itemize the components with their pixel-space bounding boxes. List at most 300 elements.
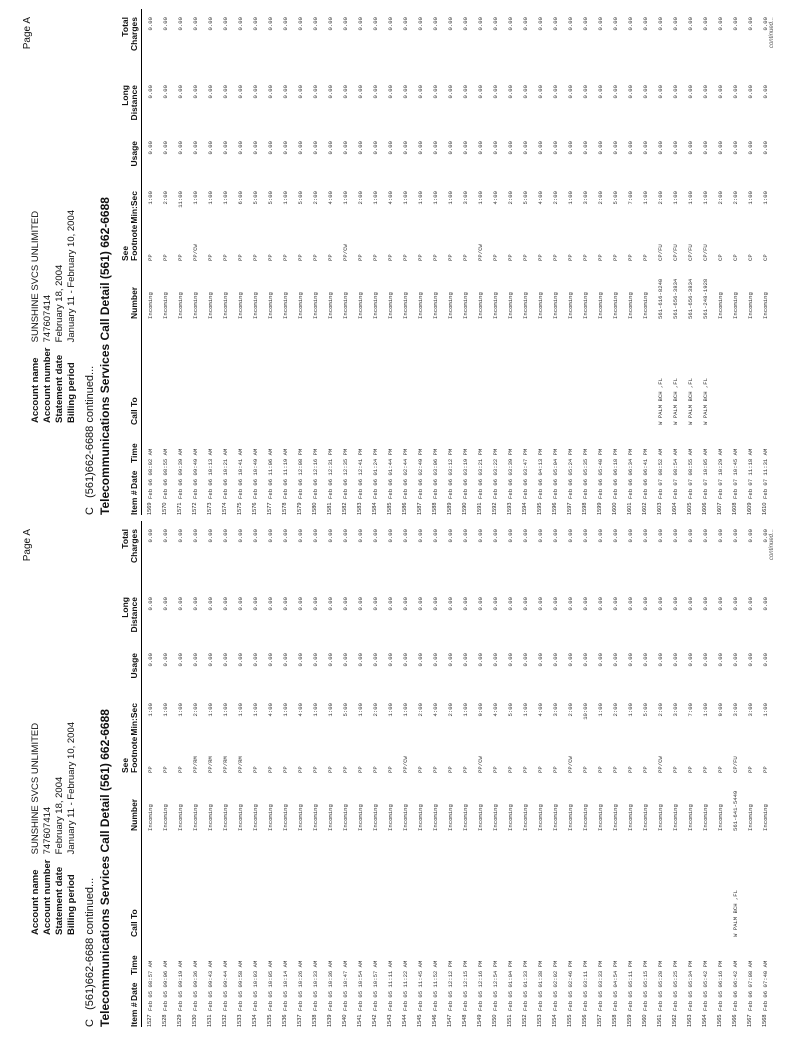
number-cell: Incoming bbox=[297, 804, 304, 831]
date-time-cell: Feb 06 06:34 PM bbox=[627, 448, 634, 499]
item-number-cell: 1556 bbox=[582, 1014, 588, 1027]
total-charges-cell: 0.00 bbox=[312, 529, 319, 543]
item-number-cell: 1574 bbox=[222, 502, 228, 515]
usage-cell: 0.00 bbox=[642, 141, 649, 155]
item-number-cell: 1554 bbox=[552, 1014, 558, 1027]
table-row bbox=[488, 521, 503, 1027]
min-sec-cell: 7:00 bbox=[627, 191, 634, 205]
table-row bbox=[713, 9, 728, 515]
number-cell: Incoming bbox=[372, 804, 379, 831]
long-distance-cell: 0.00 bbox=[372, 85, 379, 99]
item-number-cell: 1605 bbox=[687, 502, 693, 515]
number-cell: Incoming bbox=[252, 292, 259, 319]
long-distance-cell: 0.00 bbox=[312, 597, 319, 611]
header-item-number: Item # bbox=[129, 490, 139, 515]
item-number-cell: 1540 bbox=[342, 1014, 348, 1027]
usage-cell: 0.00 bbox=[597, 653, 604, 667]
footnote-cell: PP/CW bbox=[477, 244, 484, 261]
number-cell: Incoming bbox=[387, 804, 394, 831]
usage-cell: 0.00 bbox=[717, 141, 724, 155]
footnote-cell: PP bbox=[162, 766, 169, 773]
total-charges-cell: 0.00 bbox=[687, 529, 694, 543]
table-row bbox=[518, 9, 533, 515]
item-number-cell: 1543 bbox=[387, 1014, 393, 1027]
usage-cell: 0.00 bbox=[222, 141, 229, 155]
date-time-cell: Feb 06 07:40 AM bbox=[762, 960, 769, 1011]
table-row bbox=[683, 521, 698, 1027]
usage-cell: 0.00 bbox=[147, 141, 154, 155]
table-row bbox=[218, 9, 233, 515]
long-distance-cell: 0.00 bbox=[627, 597, 634, 611]
total-charges-cell: 0.00 bbox=[177, 17, 184, 31]
number-cell: Incoming bbox=[297, 292, 304, 319]
usage-cell: 0.00 bbox=[372, 141, 379, 155]
usage-cell: 0.00 bbox=[177, 653, 184, 667]
total-charges-cell: 0.00 bbox=[192, 529, 199, 543]
long-distance-cell: 0.00 bbox=[717, 85, 724, 99]
item-number-cell: 1594 bbox=[522, 502, 528, 515]
table-row bbox=[533, 521, 548, 1027]
date-time-cell: Feb 06 10:13 AM bbox=[207, 448, 214, 499]
table-row bbox=[278, 9, 293, 515]
min-sec-cell: 5:00 bbox=[252, 191, 259, 205]
footnote-cell: PP bbox=[492, 766, 499, 773]
table-row bbox=[188, 9, 203, 515]
usage-cell: 0.00 bbox=[357, 141, 364, 155]
long-distance-cell: 0.00 bbox=[357, 597, 364, 611]
date-time-cell: Feb 05 11:52 AM bbox=[432, 960, 439, 1011]
date-time-cell: Feb 05 06:16 PM bbox=[717, 960, 724, 1011]
section-letter: C bbox=[84, 507, 96, 515]
min-sec-cell: 5:00 bbox=[267, 191, 274, 205]
usage-cell: 0.00 bbox=[342, 653, 349, 667]
date-time-cell: Feb 06 02:44 PM bbox=[402, 448, 409, 499]
total-charges-cell: 0.00 bbox=[627, 17, 634, 31]
date-time-cell: Feb 06 05:35 PM bbox=[582, 448, 589, 499]
long-distance-cell: 0.00 bbox=[552, 597, 559, 611]
table-row bbox=[698, 9, 713, 515]
number-cell: Incoming bbox=[672, 804, 679, 831]
date-time-cell: Feb 06 03:12 PM bbox=[447, 448, 454, 499]
min-sec-cell: 1:00 bbox=[567, 191, 574, 205]
call-detail-title: Telecommunications Services Call Detail (561) 662-6688 bbox=[98, 197, 112, 515]
min-sec-cell: 5:00 bbox=[297, 191, 304, 205]
date-time-cell: Feb 05 09:43 AM bbox=[207, 960, 214, 1011]
total-charges-cell: 0.00 bbox=[402, 17, 409, 31]
min-sec-cell: 3:00 bbox=[747, 703, 754, 717]
min-sec-cell: 1:00 bbox=[762, 191, 769, 205]
long-distance-cell: 0.00 bbox=[462, 85, 469, 99]
usage-cell: 0.00 bbox=[717, 653, 724, 667]
number-cell: Incoming bbox=[717, 804, 724, 831]
total-charges-cell: 0.00 bbox=[717, 529, 724, 543]
usage-cell: 0.00 bbox=[522, 141, 529, 155]
number-cell: Incoming bbox=[237, 292, 244, 319]
min-sec-cell: 10:00 bbox=[582, 703, 589, 720]
table-row bbox=[398, 9, 413, 515]
long-distance-cell: 0.00 bbox=[432, 85, 439, 99]
number-cell: Incoming bbox=[417, 292, 424, 319]
item-number-cell: 1529 bbox=[177, 1014, 183, 1027]
footnote-cell: PP/CW bbox=[477, 756, 484, 773]
min-sec-cell: 1:00 bbox=[402, 191, 409, 205]
header-date: Date bbox=[129, 982, 139, 1001]
date-time-cell: Feb 05 09:58 AM bbox=[237, 960, 244, 1011]
long-distance-cell: 0.00 bbox=[357, 85, 364, 99]
number-cell: Incoming bbox=[657, 804, 664, 831]
footnote-cell: PP bbox=[447, 766, 454, 773]
date-time-cell: Feb 06 06:18 PM bbox=[612, 448, 619, 499]
account-number-value: 747607414 bbox=[42, 806, 53, 855]
date-time-cell: Feb 06 03:22 PM bbox=[492, 448, 499, 499]
total-charges-cell: 0.00 bbox=[672, 529, 679, 543]
footnote-cell: PP bbox=[522, 766, 529, 773]
statement-date-label: Statement date bbox=[54, 354, 65, 423]
number-cell: Incoming bbox=[507, 804, 514, 831]
date-time-cell: Feb 06 01:24 PM bbox=[372, 448, 379, 499]
date-time-cell: Feb 06 03:06 PM bbox=[432, 448, 439, 499]
long-distance-cell: 0.00 bbox=[597, 85, 604, 99]
footnote-cell: PP bbox=[147, 766, 154, 773]
date-time-cell: Feb 06 10:49 AM bbox=[252, 448, 259, 499]
date-time-cell: Feb 05 09:36 AM bbox=[192, 960, 199, 1011]
long-distance-cell: 0.00 bbox=[402, 597, 409, 611]
header-see-footnote: See Footnote bbox=[120, 736, 139, 773]
number-cell: Incoming bbox=[597, 292, 604, 319]
item-number-cell: 1544 bbox=[402, 1014, 408, 1027]
min-sec-cell: 4:00 bbox=[492, 191, 499, 205]
footnote-cell: CP bbox=[717, 254, 724, 261]
number-cell: Incoming bbox=[372, 292, 379, 319]
number-cell: Incoming bbox=[282, 804, 289, 831]
number-cell: 561-656-3834 bbox=[672, 278, 679, 319]
footnote-cell: PP bbox=[687, 766, 694, 773]
footnote-cell: PP bbox=[222, 254, 229, 261]
date-time-cell: Feb 05 01:38 PM bbox=[537, 960, 544, 1011]
min-sec-cell: 2:00 bbox=[312, 191, 319, 205]
table-row bbox=[248, 9, 263, 515]
min-sec-cell: 1:00 bbox=[522, 703, 529, 717]
item-number-cell: 1593 bbox=[507, 502, 513, 515]
usage-cell: 0.00 bbox=[372, 653, 379, 667]
min-sec-cell: 2:00 bbox=[552, 191, 559, 205]
date-time-cell: Feb 06 10:21 AM bbox=[222, 448, 229, 499]
usage-cell: 0.00 bbox=[627, 653, 634, 667]
total-charges-cell: 0.00 bbox=[282, 17, 289, 31]
item-number-cell: 1546 bbox=[432, 1014, 438, 1027]
min-sec-cell: 1:00 bbox=[177, 703, 184, 717]
header-long-distance: Long Distance bbox=[120, 85, 139, 121]
item-number-cell: 1578 bbox=[282, 502, 288, 515]
number-cell: Incoming bbox=[552, 804, 559, 831]
min-sec-cell: 7:00 bbox=[687, 703, 694, 717]
long-distance-cell: 0.00 bbox=[732, 597, 739, 611]
min-sec-cell: 5:00 bbox=[612, 191, 619, 205]
table-row bbox=[548, 521, 563, 1027]
item-number-cell: 1557 bbox=[597, 1014, 603, 1027]
footnote-cell: PP bbox=[432, 254, 439, 261]
footnote-cell: PP bbox=[252, 766, 259, 773]
table-row bbox=[713, 521, 728, 1027]
usage-cell: 0.00 bbox=[762, 141, 769, 155]
date-time-cell: Feb 05 04:54 PM bbox=[612, 960, 619, 1011]
table-row bbox=[668, 521, 683, 1027]
number-cell: Incoming bbox=[417, 804, 424, 831]
footnote-cell: PP bbox=[357, 254, 364, 261]
page-label: Page A bbox=[22, 529, 33, 562]
billing-period-label: Billing period bbox=[66, 362, 77, 423]
number-cell: Incoming bbox=[312, 804, 319, 831]
date-time-cell: Feb 06 12:35 PM bbox=[342, 448, 349, 499]
item-number-cell: 1573 bbox=[207, 502, 213, 515]
long-distance-cell: 0.00 bbox=[522, 597, 529, 611]
footnote-cell: PP bbox=[312, 766, 319, 773]
number-cell: Incoming bbox=[627, 804, 634, 831]
table-row bbox=[173, 9, 188, 515]
item-number-cell: 1536 bbox=[282, 1014, 288, 1027]
total-charges-cell: 0.00 bbox=[342, 17, 349, 31]
footnote-cell: PP bbox=[342, 766, 349, 773]
footnote-cell: PP bbox=[717, 766, 724, 773]
account-name-label: Account name bbox=[30, 357, 41, 423]
long-distance-cell: 0.00 bbox=[612, 597, 619, 611]
number-cell: Incoming bbox=[162, 292, 169, 319]
table-row bbox=[743, 521, 758, 1027]
total-charges-cell: 0.00 bbox=[537, 529, 544, 543]
number-cell: Incoming bbox=[642, 804, 649, 831]
date-time-cell: Feb 07 11:31 AM bbox=[762, 448, 769, 499]
usage-cell: 0.00 bbox=[552, 653, 559, 667]
total-charges-cell: 0.00 bbox=[747, 17, 754, 31]
date-time-cell: Feb 05 12:54 PM bbox=[492, 960, 499, 1011]
table-row bbox=[728, 521, 743, 1027]
footnote-cell: PP bbox=[162, 254, 169, 261]
footnote-cell: PP bbox=[432, 766, 439, 773]
footnote-cell: PP bbox=[177, 766, 184, 773]
table-row bbox=[353, 9, 368, 515]
item-number-cell: 1532 bbox=[222, 1014, 228, 1027]
min-sec-cell: 1:00 bbox=[162, 703, 169, 717]
item-number-cell: 1610 bbox=[762, 502, 768, 515]
footnote-cell: PP bbox=[582, 254, 589, 261]
item-number-cell: 1597 bbox=[567, 502, 573, 515]
number-cell: Incoming bbox=[342, 804, 349, 831]
table-row bbox=[383, 9, 398, 515]
table-row bbox=[473, 521, 488, 1027]
total-charges-cell: 0.00 bbox=[522, 529, 529, 543]
table-row bbox=[233, 9, 248, 515]
date-time-cell: Feb 05 10:14 AM bbox=[282, 960, 289, 1011]
usage-cell: 0.00 bbox=[747, 653, 754, 667]
number-cell: Incoming bbox=[357, 292, 364, 319]
table-row bbox=[368, 521, 383, 1027]
number-cell: 561-656-3834 bbox=[687, 278, 694, 319]
long-distance-cell: 0.00 bbox=[732, 85, 739, 99]
total-charges-cell: 0.00 bbox=[372, 17, 379, 31]
footnote-cell: PP bbox=[447, 254, 454, 261]
footnote-cell: PP bbox=[522, 254, 529, 261]
total-charges-cell: 0.00 bbox=[702, 17, 709, 31]
table-row bbox=[413, 9, 428, 515]
total-charges-cell: 0.00 bbox=[222, 529, 229, 543]
statement-panel-right bbox=[0, 9, 809, 515]
usage-cell: 0.00 bbox=[552, 141, 559, 155]
total-charges-cell: 0.00 bbox=[327, 17, 334, 31]
number-cell: Incoming bbox=[582, 804, 589, 831]
continued-note: continued... bbox=[769, 17, 775, 49]
number-cell: Incoming bbox=[177, 292, 184, 319]
table-row bbox=[383, 521, 398, 1027]
total-charges-cell: 0.00 bbox=[312, 17, 319, 31]
long-distance-cell: 0.00 bbox=[567, 85, 574, 99]
usage-cell: 0.00 bbox=[387, 141, 394, 155]
min-sec-cell: 4:00 bbox=[297, 703, 304, 717]
account-name-row bbox=[30, 722, 42, 935]
long-distance-cell: 0.00 bbox=[312, 85, 319, 99]
item-number-cell: 1602 bbox=[642, 502, 648, 515]
date-time-cell: Feb 06 04:13 PM bbox=[537, 448, 544, 499]
total-charges-cell: 0.00 bbox=[762, 529, 769, 543]
total-charges-cell: 0.00 bbox=[252, 17, 259, 31]
number-cell: Incoming bbox=[447, 804, 454, 831]
long-distance-cell: 0.00 bbox=[387, 85, 394, 99]
footnote-cell: PP bbox=[492, 254, 499, 261]
min-sec-cell: 1:00 bbox=[312, 703, 319, 717]
item-number-cell: 1560 bbox=[642, 1014, 648, 1027]
section-continued: (561)662-6688 continued... bbox=[84, 365, 96, 498]
date-time-cell: Feb 05 05:25 PM bbox=[672, 960, 679, 1011]
date-time-cell: Feb 06 05:40 PM bbox=[597, 448, 604, 499]
item-number-cell: 1542 bbox=[372, 1014, 378, 1027]
item-number-cell: 1550 bbox=[492, 1014, 498, 1027]
section-heading bbox=[84, 878, 96, 1027]
min-sec-cell: 1:00 bbox=[672, 191, 679, 205]
date-time-cell: Feb 06 12:08 PM bbox=[297, 448, 304, 499]
total-charges-cell: 0.00 bbox=[252, 529, 259, 543]
long-distance-cell: 0.00 bbox=[672, 85, 679, 99]
long-distance-cell: 0.00 bbox=[267, 597, 274, 611]
total-charges-cell: 0.00 bbox=[552, 17, 559, 31]
table-row bbox=[668, 9, 683, 515]
usage-cell: 0.00 bbox=[252, 653, 259, 667]
item-number-cell: 1563 bbox=[687, 1014, 693, 1027]
long-distance-cell: 0.00 bbox=[612, 85, 619, 99]
usage-cell: 0.00 bbox=[747, 141, 754, 155]
usage-cell: 0.00 bbox=[507, 653, 514, 667]
date-time-cell: Feb 05 09:19 AM bbox=[177, 960, 184, 1011]
number-cell: Incoming bbox=[357, 804, 364, 831]
long-distance-cell: 0.00 bbox=[192, 85, 199, 99]
long-distance-cell: 0.00 bbox=[237, 85, 244, 99]
usage-cell: 0.00 bbox=[252, 141, 259, 155]
long-distance-cell: 0.00 bbox=[447, 597, 454, 611]
number-cell: Incoming bbox=[282, 292, 289, 319]
footnote-cell: CP bbox=[732, 254, 739, 261]
number-cell: Incoming bbox=[702, 804, 709, 831]
footnote-cell: PP/RM bbox=[222, 756, 229, 773]
min-sec-cell: 1:00 bbox=[147, 191, 154, 205]
min-sec-cell: 2:00 bbox=[417, 703, 424, 717]
table-row bbox=[548, 9, 563, 515]
usage-cell: 0.00 bbox=[417, 653, 424, 667]
footnote-cell: PP bbox=[387, 766, 394, 773]
usage-cell: 0.00 bbox=[432, 653, 439, 667]
min-sec-cell: 1:00 bbox=[357, 703, 364, 717]
item-number-cell: 1587 bbox=[417, 502, 423, 515]
usage-cell: 0.00 bbox=[282, 141, 289, 155]
table-row bbox=[758, 9, 773, 515]
item-number-cell: 1552 bbox=[522, 1014, 528, 1027]
item-number-cell: 1537 bbox=[297, 1014, 303, 1027]
total-charges-cell: 0.00 bbox=[612, 529, 619, 543]
item-number-cell: 1533 bbox=[237, 1014, 243, 1027]
long-distance-cell: 0.00 bbox=[642, 597, 649, 611]
item-number-cell: 1579 bbox=[297, 502, 303, 515]
date-time-cell: Feb 05 05:20 PM bbox=[657, 960, 664, 1011]
item-number-cell: 1596 bbox=[552, 502, 558, 515]
usage-cell: 0.00 bbox=[672, 141, 679, 155]
number-cell: Incoming bbox=[582, 292, 589, 319]
table-row bbox=[203, 9, 218, 515]
item-number-cell: 1603 bbox=[657, 502, 663, 515]
footnote-cell: PP bbox=[642, 254, 649, 261]
long-distance-cell: 0.00 bbox=[507, 85, 514, 99]
number-cell: Incoming bbox=[462, 804, 469, 831]
date-time-cell: Feb 06 03:47 PM bbox=[522, 448, 529, 499]
billing-period-label: Billing period bbox=[66, 874, 77, 935]
total-charges-cell: 0.00 bbox=[192, 17, 199, 31]
account-name-label: Account name bbox=[30, 869, 41, 935]
min-sec-cell: 2:00 bbox=[657, 191, 664, 205]
footnote-cell: PP bbox=[597, 766, 604, 773]
call-detail-title: Telecommunications Services Call Detail (561) 662-6688 bbox=[98, 709, 112, 1027]
long-distance-cell: 0.00 bbox=[387, 597, 394, 611]
long-distance-cell: 0.00 bbox=[417, 597, 424, 611]
long-distance-cell: 0.00 bbox=[342, 597, 349, 611]
item-number-cell: 1569 bbox=[147, 502, 153, 515]
min-sec-cell: 1:00 bbox=[192, 191, 199, 205]
table-row bbox=[143, 9, 158, 515]
usage-cell: 0.00 bbox=[477, 653, 484, 667]
footnote-cell: PP bbox=[282, 254, 289, 261]
number-cell: Incoming bbox=[252, 804, 259, 831]
total-charges-cell: 0.00 bbox=[657, 529, 664, 543]
footnote-cell: PP bbox=[672, 766, 679, 773]
item-number-cell: 1567 bbox=[747, 1014, 753, 1027]
table-row bbox=[338, 9, 353, 515]
total-charges-cell: 0.00 bbox=[687, 17, 694, 31]
long-distance-cell: 0.00 bbox=[477, 597, 484, 611]
header-number: Number bbox=[129, 798, 139, 831]
table-row bbox=[263, 9, 278, 515]
date-time-cell: Feb 05 02:02 PM bbox=[552, 960, 559, 1011]
footnote-cell: PP/RM bbox=[192, 756, 199, 773]
total-charges-cell: 0.00 bbox=[162, 17, 169, 31]
total-charges-cell: 0.00 bbox=[477, 17, 484, 31]
min-sec-cell: 4:00 bbox=[267, 703, 274, 717]
table-row bbox=[158, 9, 173, 515]
min-sec-cell: 2:00 bbox=[732, 191, 739, 205]
date-time-cell: Feb 06 07:08 AM bbox=[747, 960, 754, 1011]
number-cell: Incoming bbox=[432, 292, 439, 319]
item-number-cell: 1582 bbox=[342, 502, 348, 515]
date-time-cell: Feb 05 05:42 PM bbox=[702, 960, 709, 1011]
footnote-cell: PP bbox=[417, 766, 424, 773]
total-charges-cell: 0.00 bbox=[147, 529, 154, 543]
usage-cell: 0.00 bbox=[507, 141, 514, 155]
table-row bbox=[503, 521, 518, 1027]
item-number-cell: 1541 bbox=[357, 1014, 363, 1027]
